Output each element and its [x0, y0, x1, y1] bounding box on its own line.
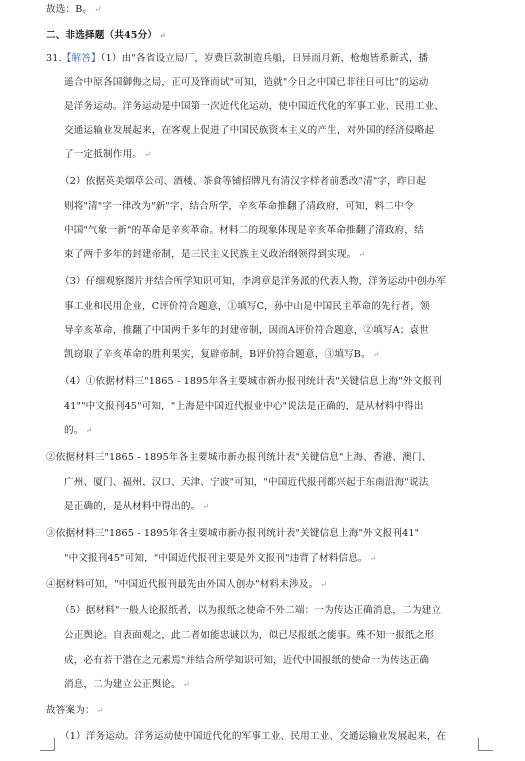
text-line [60, 275, 520, 289]
text-line [64, 124, 520, 138]
page-corner-mark-left [40, 738, 55, 751]
text-line [64, 300, 520, 314]
text-line [46, 451, 520, 465]
paragraph-mark-icon: ↵ [358, 250, 366, 259]
text-line [64, 148, 520, 162]
paragraph-mark-icon: ↵ [143, 150, 151, 159]
line-text: 束了两千多年的封建帝制，是三民主义民族主义政治纲领得到实现。 [64, 249, 357, 260]
line-text: 成，必有若干潜在之元素焉"并结合所学知识可知，近代中国报纸的使命一为传达正确 [64, 655, 430, 666]
text-line [64, 552, 520, 566]
text-line [60, 730, 520, 744]
paragraph-mark-icon: ↵ [85, 426, 93, 435]
line-text: 遥合中原各国御侮之局，正可及锋而试"可知，造就"今日之中国已非往日可比"的运动 [64, 77, 429, 88]
paragraph-mark-icon: ↵ [159, 30, 166, 40]
text-line [46, 52, 520, 66]
line-text: 的。 [64, 425, 84, 436]
text-line [64, 200, 520, 214]
line-text: 二、非选择题（共45分） [46, 30, 158, 41]
text-line [46, 527, 520, 541]
line-text: 中国"气象一新"的革命是辛亥革命。材料二的现象体现是辛亥革命推翻了清政府，结 [64, 225, 424, 236]
line-text: 交通运输业发展起来，在客观上促进了中国民族资本主义的产生，对外国的经济侵略起 [64, 125, 435, 136]
line-text: ③依据材料三"1865 - 1895年各主要城市新办报刊统计表"关键信息上海"外文报刊41" [46, 528, 420, 539]
line-text: 凯窃取了辛亥革命的胜利果实，复辟帝制，B评价符合题意，③填写B。 [64, 349, 371, 360]
paragraph-mark-icon: ↵ [202, 502, 210, 511]
line-text: 故答案为： [46, 705, 95, 716]
text-line [64, 678, 520, 692]
line-text: （1）洋务运动。洋务运动使中国近代化的军事工业、民用工业、交通运输业发展起来，在 [60, 731, 447, 742]
line-text: "中文报刊45"可知，"中国近代报刊主要是外文报刊"违背了材料信息。 [64, 553, 368, 564]
text-line [64, 424, 520, 438]
paragraph-mark-icon: ↵ [94, 5, 102, 14]
text-line [64, 500, 520, 514]
text-line [64, 76, 520, 90]
text-line [64, 324, 520, 338]
text-line [46, 578, 520, 592]
text-line [46, 704, 520, 718]
text-line [64, 348, 520, 362]
answer-tag: 【解答】 [61, 53, 101, 64]
paragraph-mark-icon: ↵ [320, 580, 328, 589]
line-text: 是正确的，是从材料中得出的。 [64, 501, 201, 512]
line-text: 事工业和民用企业，C评价符合题意，①填写C，孙中山是中国民主革命的先行者，领 [64, 301, 430, 312]
paragraph-mark-icon: ↵ [372, 350, 380, 359]
text-line [64, 400, 520, 414]
line-text: 广州、厦门、福州、汉口、天津、宁波"可知，"中国近代报刊都兴起于东南沿海"说法 [64, 477, 429, 488]
text-line [64, 224, 520, 238]
text-line [64, 100, 520, 114]
text-line [46, 28, 520, 43]
text-line [60, 175, 520, 189]
text-line [64, 654, 520, 668]
line-text: ②依据材料三"1865 - 1895年各主要城市新办报刊统计表"关键信息"上海、香港、澳门、 [46, 452, 432, 463]
text-line [64, 629, 520, 643]
paragraph-mark-icon: ↵ [96, 706, 104, 715]
line-text: 消息，二为建立公正舆论。 [64, 679, 181, 690]
line-text: 故选：B。 [46, 4, 93, 15]
line-text: ④据材料可知，"中国近代报刊最先由外国人创办"材料未涉及。 [46, 579, 319, 590]
line-text: 了一定抵制作用。 [64, 149, 142, 160]
text-line [64, 476, 520, 490]
line-text: （5）据材料"一般人论报纸者，以为报纸之使命不外二端：一为传达正确消息，二为建立 [60, 605, 442, 616]
line-text: 41""中文报刊45"可知，"上海是中国近代报业中心"说法是正确的，是从材料中得出 [64, 401, 424, 412]
line-text: （2）依据英美烟草公司、酒楼、茶食等铺招牌凡有清汉字样者前悉改"清"字，昨日起 [60, 176, 427, 187]
line-text: 公正舆论。自表面观之，此二者如能忠诚以为，似已尽报纸之能事。殊不知一报纸之形 [64, 630, 435, 641]
text-line [64, 248, 520, 262]
question-number: 31. [46, 53, 62, 64]
line-text: 则将"清"字一律改为"新"字，结合所学，辛亥革命推翻了清政府，可知，料二中令 [64, 201, 414, 212]
text-line [46, 3, 520, 17]
line-text: 导辛亥革命，推翻了中国两千多年的封建帝制，因而A评价符合题意，②填写A；袁世 [64, 325, 429, 336]
line-text: （3）仔细观察图片并结合所学知识可知，李鸿章是洋务派的代表人物，洋务运动中创办军 [60, 276, 447, 287]
line-text: （4）①依据材料三"1865 - 1895年各主要城市新办报刊统计表"关键信息上海"外文报刊 [60, 376, 442, 387]
text-line [60, 604, 520, 618]
text-line [60, 375, 520, 389]
paragraph-mark-icon: ↵ [182, 680, 190, 689]
line-text: 是洋务运动。洋务运动是中国第一次近代化运动，使中国近代化的军事工业、民用工业、 [64, 101, 445, 112]
line-text: （1）由"各省设立局厂，岁费巨款制造兵船，日异而月新，枪炮皆系新式，播 [100, 53, 429, 64]
paragraph-mark-icon: ↵ [369, 554, 377, 563]
